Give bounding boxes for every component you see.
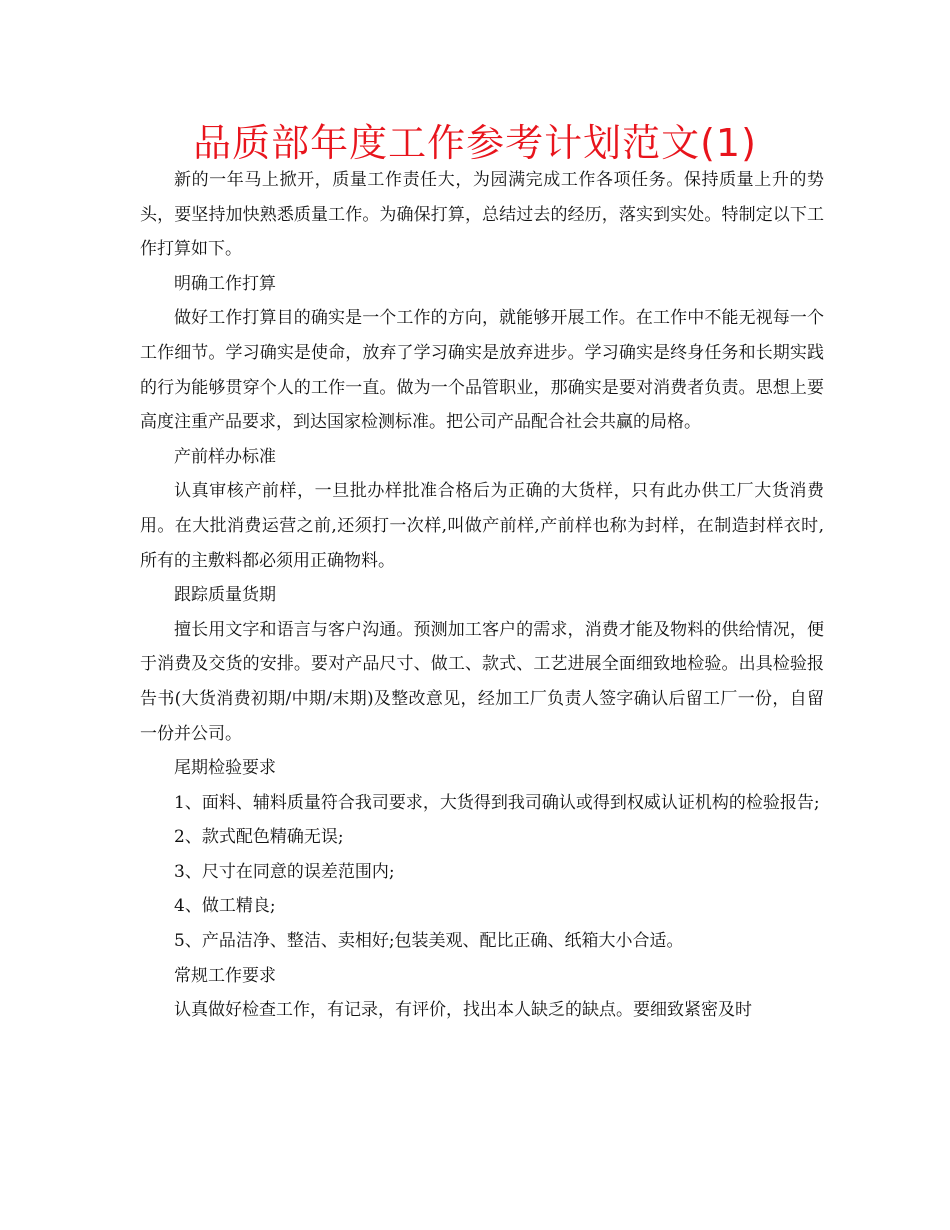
paragraph: 1、面料、辅料质量符合我司要求，大货得到我司确认或得到权威认证机构的检验报告; (174, 792, 820, 813)
paragraph: 认真审核产前样，一旦批办样批准合格后为正确的大货样，只有此办供工厂大货消费用。在大批消费运营之前,还须打一次样,叫做产前样,产前样也称为封样，在制造封样衣时,所有的主敷料都必须用正确物料。 (140, 481, 824, 571)
section-heading: 产前样办标准 (174, 446, 276, 467)
paragraph: 3、尺寸在同意的误差范围内; (174, 861, 395, 882)
paragraph: 4、做工精良; (174, 896, 276, 917)
document-body (140, 163, 824, 1028)
section-heading: 明确工作打算 (174, 273, 276, 294)
paragraph: 擅长用文字和语言与客户沟通。预测加工客户的需求，消费才能及物料的供给情况，便于消费及交货的安排。要对产品尺寸、做工、款式、工艺进展全面细致地检验。出具检验报告书(大货消费初期/中期/末期)及整改意见，经加工厂负责人签字确认后留工厂一份，自留一份并公司。 (140, 619, 824, 744)
paragraph: 认真做好检查工作，有记录，有评价，找出本人缺乏的缺点。要细致紧密及时 (174, 1000, 752, 1021)
paragraph: 5、产品洁净、整洁、卖相好;包装美观、配比正确、纸箱大小合适。 (174, 931, 684, 952)
section-heading: 常规工作要求 (174, 965, 276, 986)
paragraph: 2、款式配色精确无误; (174, 827, 344, 848)
section-heading: 尾期检验要求 (174, 758, 276, 779)
section-heading: 跟踪质量货期 (174, 585, 276, 606)
paragraph: 新的一年马上掀开，质量工作责任大，为园满完成工作各项任务。保持质量上升的势头，要坚持加快熟悉质量工作。为确保打算，总结过去的经历，落实到实处。特制定以下工作打算如下。 (140, 170, 824, 260)
paragraph: 做好工作打算目的确实是一个工作的方向，就能够开展工作。在工作中不能无视每一个工作细节。学习确实是使命，放弃了学习确实是放弃进步。学习确实是终身任务和长期实践的行为能够贯穿个人的工作一直。做为一个品管职业，那确实是要对消费者负责。思想上要高度注重产品要求，到达国家检测标准。把公司产品配合社会共赢的局格。 (140, 308, 824, 433)
document-title: 品质部年度工作参考计划范文(1) (193, 121, 757, 165)
